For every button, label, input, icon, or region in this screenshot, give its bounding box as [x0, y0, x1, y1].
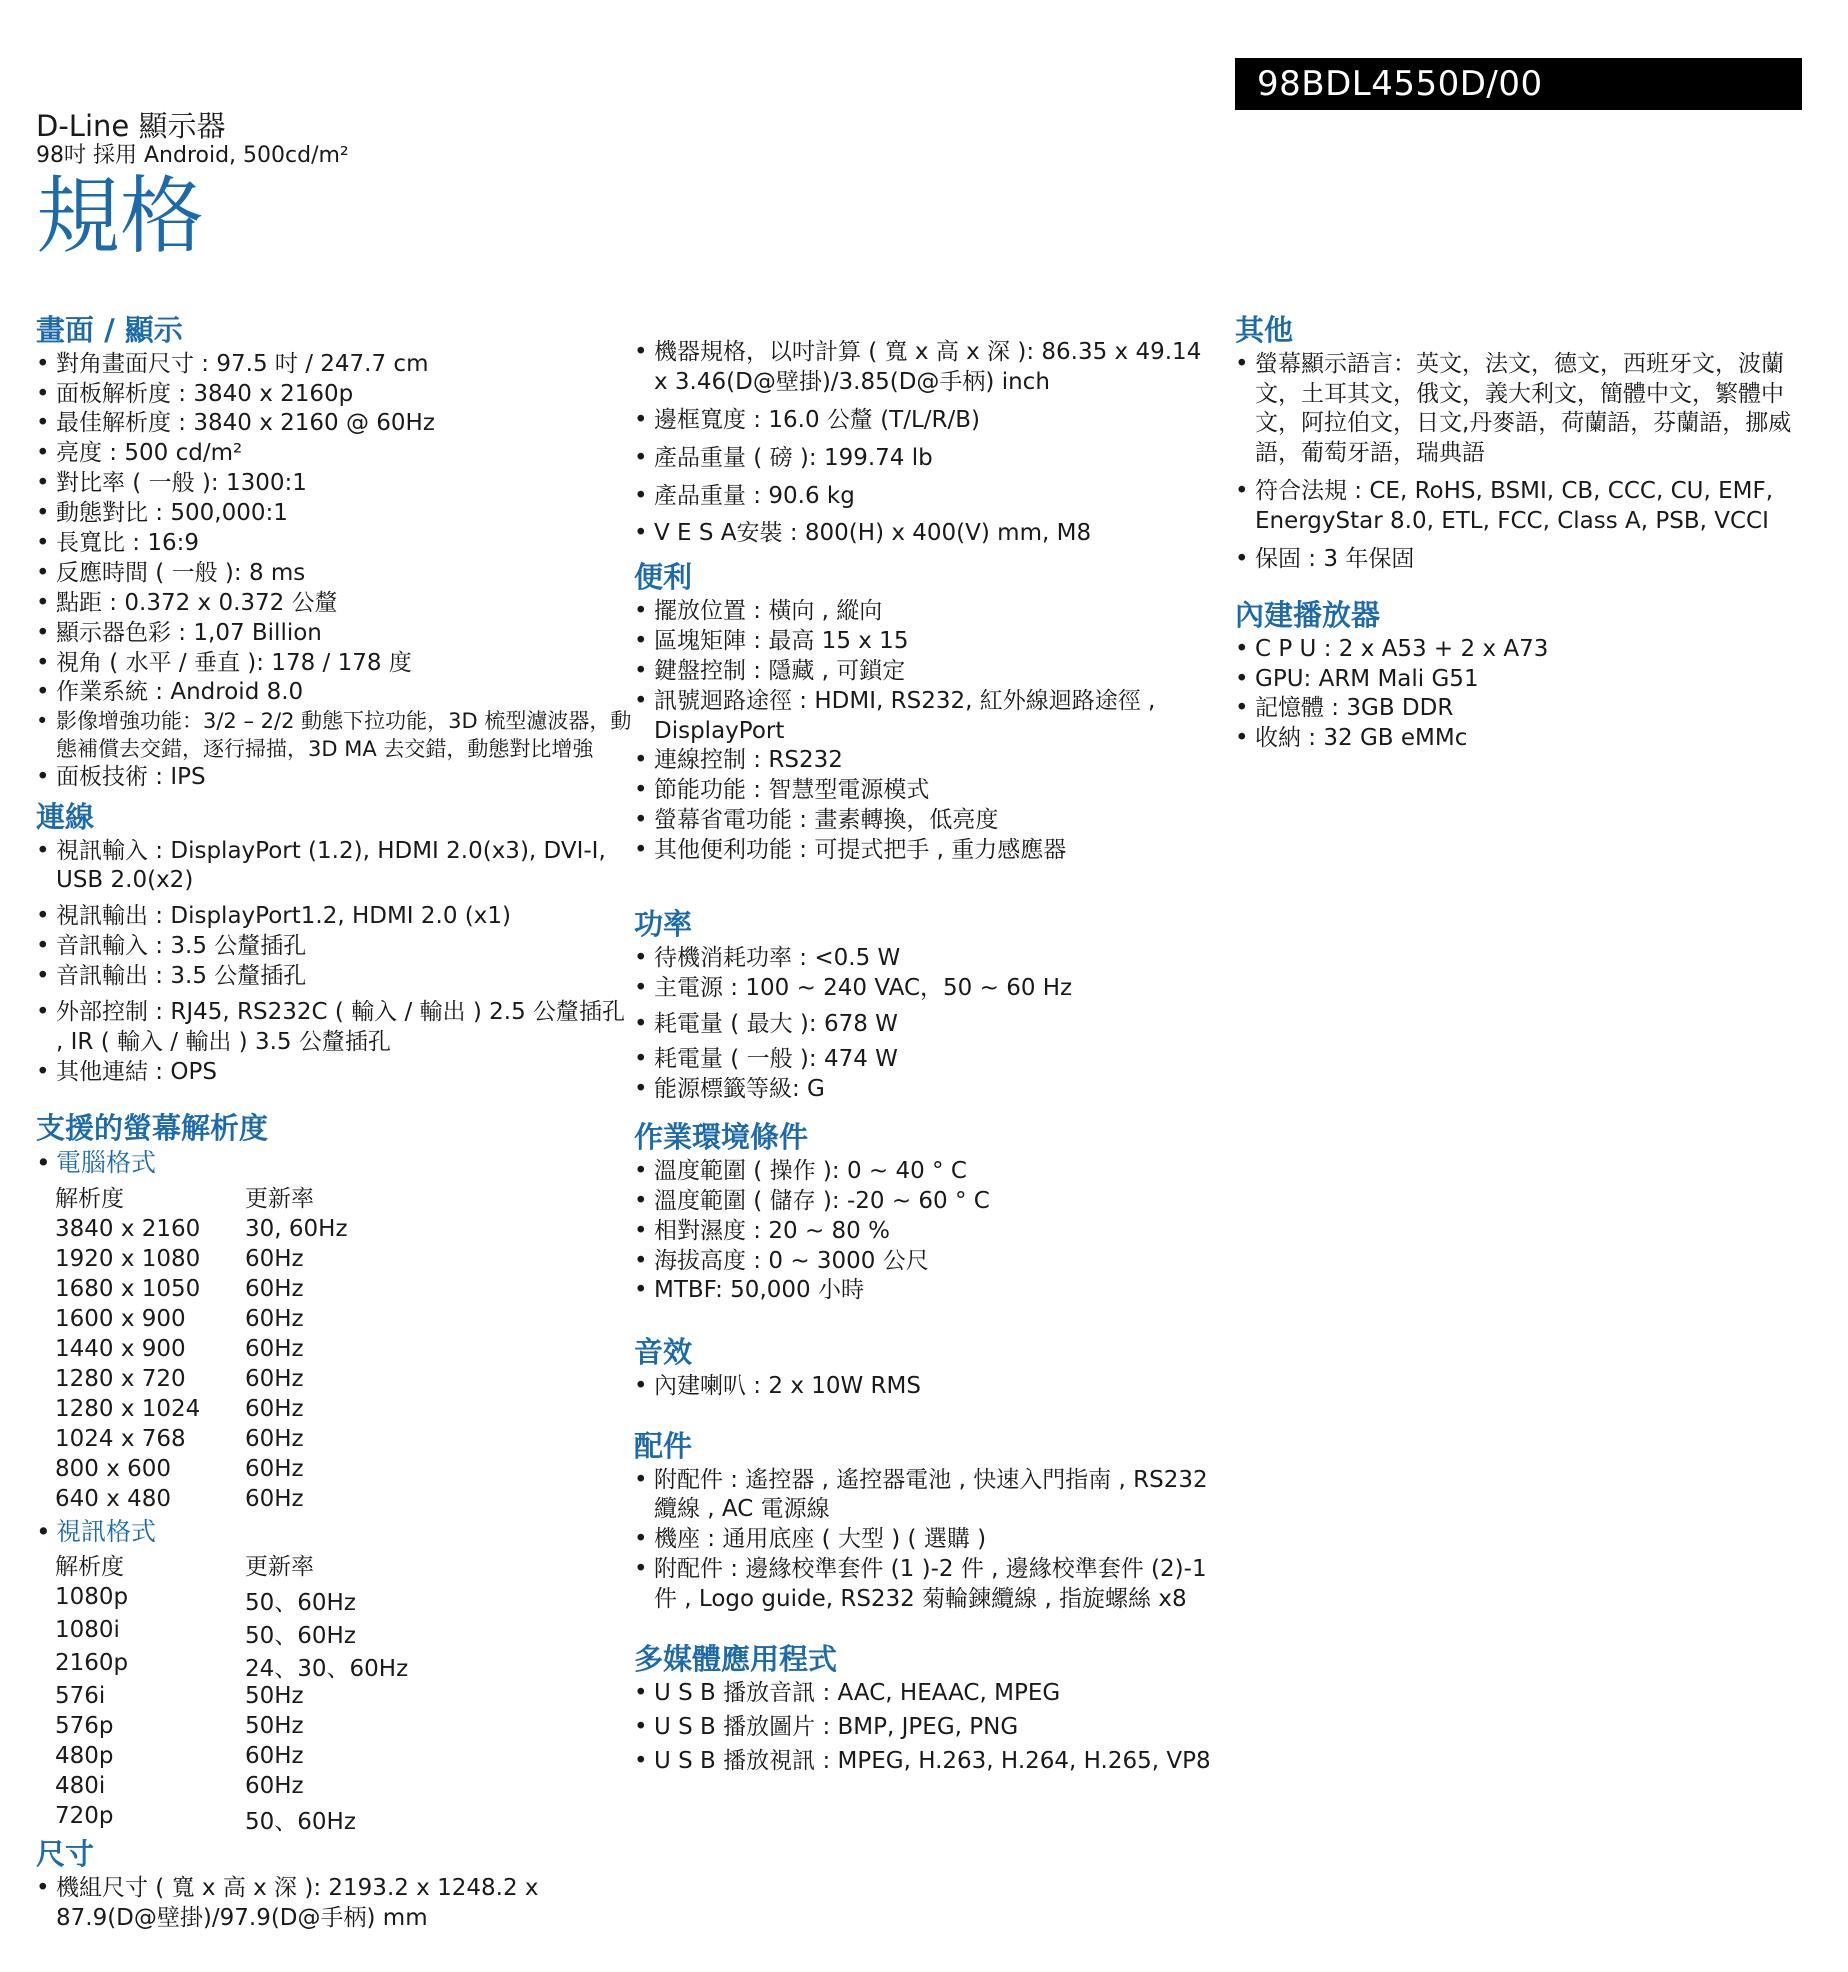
- refresh-cell: 50Hz: [245, 1683, 304, 1710]
- resolution-cell: 1440 x 900: [55, 1335, 186, 1362]
- misc-list: [1235, 350, 1802, 575]
- table-row: [55, 1306, 348, 1336]
- spec-item: • 作業系統 : Android 8.0: [36, 678, 636, 708]
- spec-item: • 待機消耗功率 : <0.5 W: [634, 944, 1214, 974]
- spec-item: • 內建喇叭 : 2 x 10W RMS: [634, 1372, 1214, 1402]
- spec-item: • 顯示器色彩 : 1,07 Billion: [36, 619, 636, 649]
- column-middle: [634, 338, 1214, 1776]
- resolution-cell: 720p: [55, 1803, 114, 1830]
- spec-item: • 對比率 ( 一般 ): 1300:1: [36, 469, 636, 499]
- refresh-cell: 60Hz: [245, 1275, 304, 1302]
- spec-item: • 節能功能 : 智慧型電源模式: [634, 776, 1214, 806]
- section-title-sound: 音效: [634, 1335, 693, 1370]
- table-row: [55, 1426, 348, 1456]
- refresh-cell: 50、60Hz: [245, 1590, 356, 1617]
- section-title-accessories: 配件: [634, 1428, 693, 1463]
- spec-item: • 點距 : 0.372 x 0.372 公釐: [36, 589, 636, 619]
- video-resolution-table: [55, 1548, 408, 1836]
- spec-item: • 符合法規 : CE, RoHS, BSMI, CB, CCC, CU, EMF, EnergyStar 8.0, ETL, FCC, Class A, PSB, VCCI: [1235, 477, 1802, 537]
- resolution-cell: 1024 x 768: [55, 1425, 186, 1452]
- spec-item: • 主電源 : 100 ~ 240 VAC，50 ~ 60 Hz: [634, 974, 1214, 1004]
- spec-item: • 能源標籤等級: G: [634, 1075, 1214, 1105]
- refresh-cell: 50、60Hz: [245, 1809, 356, 1836]
- product-line: D-Line 顯示器: [36, 109, 226, 143]
- refresh-cell: 30, 60Hz: [245, 1215, 348, 1242]
- section-title-convenience: 便利: [634, 560, 693, 595]
- column-left: [36, 312, 636, 1934]
- table-row: [55, 1396, 348, 1426]
- spec-item: • 收納 : 32 GB eMMc: [1235, 724, 1802, 754]
- spec-item: • 機座 : 通用底座 ( 大型 ) ( 選購 ): [634, 1525, 1214, 1555]
- column-header: 解析度: [55, 1554, 124, 1581]
- spec-item: • 面板解析度 : 3840 x 2160p: [36, 380, 636, 410]
- section-title-environment: 作業環境條件: [634, 1120, 809, 1155]
- table-row: [55, 1276, 348, 1306]
- table-row: [55, 1584, 408, 1617]
- resolution-cell: 1080i: [55, 1617, 120, 1644]
- spec-item: • 產品重量 ( 磅 ): 199.74 lb: [634, 444, 1214, 474]
- spec-item: • MTBF: 50,000 小時: [634, 1276, 1214, 1306]
- table-row: [55, 1456, 348, 1486]
- section-title-power: 功率: [634, 907, 693, 942]
- spec-item: • 附配件 : 遙控器 , 遙控器電池 , 快速入門指南 , RS232 纜線 , AC 電源線: [634, 1466, 1214, 1526]
- resolution-cell: 800 x 600: [55, 1455, 172, 1482]
- spec-item: • 其他連結 : OPS: [36, 1058, 636, 1088]
- power-list: [634, 944, 1214, 1105]
- spec-item: • 動態對比 : 500,000:1: [36, 499, 636, 529]
- refresh-cell: 50Hz: [245, 1713, 304, 1740]
- spec-item: • 溫度範圍 ( 儲存 ): -20 ~ 60 ° C: [634, 1187, 1214, 1217]
- table-row: [55, 1486, 348, 1516]
- resolution-cell: 1680 x 1050: [55, 1275, 201, 1302]
- resolution-cell: 3840 x 2160: [55, 1215, 201, 1242]
- section-title-multimedia: 多媒體應用程式: [634, 1642, 838, 1677]
- spec-item: • 亮度 : 500 cd/m²: [36, 439, 636, 469]
- section-title-misc: 其他: [1235, 313, 1294, 347]
- spec-item: • 螢幕顯示語言：英文，法文，德文，西班牙文，波蘭文，土耳其文，俄文，義大利文，簡體中文，繁體中文，阿拉伯文，日文,丹麥語，荷蘭語，芬蘭語，挪威語，葡萄牙語，瑞典語: [1235, 350, 1802, 470]
- resolution-cell: 480i: [55, 1773, 106, 1800]
- spec-item: • 海拔高度 : 0 ~ 3000 公尺: [634, 1247, 1214, 1277]
- section-title-screen: 畫面 / 顯示: [36, 313, 183, 347]
- spec-item: • 螢幕省電功能 : 畫素轉換，低亮度: [634, 806, 1214, 836]
- video-format-label: • 視訊格式: [36, 1516, 636, 1549]
- table-row: [55, 1773, 408, 1803]
- pc-resolution-table: [55, 1180, 348, 1516]
- refresh-cell: 60Hz: [245, 1455, 304, 1482]
- spec-item: • 最佳解析度 : 3840 x 2160 @ 60Hz: [36, 409, 636, 439]
- model-number-bar: 98BDL4550D/00: [1235, 58, 1802, 110]
- dimensions-continued-list: [634, 338, 1214, 549]
- resolution-cell: 1080p: [55, 1584, 129, 1611]
- table-row: [55, 1803, 408, 1836]
- player-list: [1235, 635, 1802, 755]
- spec-item: • 記憶體 : 3GB DDR: [1235, 694, 1802, 724]
- section-title-dimensions: 尺寸: [36, 1837, 95, 1872]
- dimensions-list: [36, 1874, 636, 1934]
- table-row: [55, 1617, 408, 1650]
- table-row: [55, 1713, 408, 1743]
- spec-item: • 外部控制 : RJ45, RS232C ( 輸入 / 輸出 ) 2.5 公釐插孔 , IR ( 輸入 / 輸出 ) 3.5 公釐插孔: [36, 998, 636, 1058]
- sound-list: [634, 1372, 1214, 1402]
- table-row: [55, 1366, 348, 1396]
- spec-item: • 耗電量 ( 最大 ): 678 W: [634, 1010, 1214, 1040]
- refresh-cell: 24、30、60Hz: [245, 1656, 409, 1683]
- spec-item: • 面板技術 : IPS: [36, 763, 636, 793]
- table-header-row: [55, 1180, 348, 1216]
- table-row: [55, 1743, 408, 1773]
- spec-item: • 保固 : 3 年保固: [1235, 545, 1802, 575]
- spec-item: • 視角 ( 水平 / 垂直 ): 178 / 178 度: [36, 649, 636, 679]
- spec-item: • C P U : 2 x A53 + 2 x A73: [1235, 635, 1802, 665]
- spec-item: • 擺放位置 : 橫向 , 縱向: [634, 597, 1214, 627]
- resolution-cell: 576i: [55, 1683, 106, 1710]
- table-row: [55, 1336, 348, 1366]
- resolution-cell: 1920 x 1080: [55, 1245, 201, 1272]
- spec-item: • 連線控制 : RS232: [634, 746, 1214, 776]
- refresh-cell: 50、60Hz: [245, 1623, 356, 1650]
- refresh-cell: 60Hz: [245, 1365, 304, 1392]
- resolution-cell: 576p: [55, 1713, 114, 1740]
- spec-item: • 機組尺寸 ( 寬 x 高 x 深 ): 2193.2 x 1248.2 x 87.9(D@壁掛)/97.9(D@手柄) mm: [36, 1874, 636, 1934]
- resolution-cell: 480p: [55, 1743, 114, 1770]
- spec-item: • 影像增強功能：3/2 – 2/2 動態下拉功能，3D 梳型濾波器，動態補償去交錯，逐行掃描，3D MA 去交錯，動態對比增強: [36, 708, 636, 763]
- screen-list: [36, 350, 636, 793]
- resolution-cell: 1280 x 1024: [55, 1395, 201, 1422]
- spec-item: • 視訊輸出 : DisplayPort1.2, HDMI 2.0 (x1): [36, 902, 636, 932]
- pc-format-label: • 電腦格式: [36, 1147, 636, 1180]
- column-right: [1235, 312, 1802, 754]
- refresh-cell: 60Hz: [245, 1425, 304, 1452]
- table-header-row: [55, 1548, 408, 1584]
- refresh-cell: 60Hz: [245, 1773, 304, 1800]
- section-title-player: 內建播放器: [1235, 597, 1381, 632]
- spec-item: • 產品重量 : 90.6 kg: [634, 482, 1214, 512]
- spec-item: • 溫度範圍 ( 操作 ): 0 ~ 40 ° C: [634, 1157, 1214, 1187]
- multimedia-list: [634, 1679, 1214, 1777]
- refresh-cell: 60Hz: [245, 1305, 304, 1332]
- spec-item: • V E S A安裝 : 800(H) x 400(V) mm, M8: [634, 519, 1214, 549]
- spec-item: • 反應時間 ( 一般 ): 8 ms: [36, 559, 636, 589]
- resolution-cell: 1600 x 900: [55, 1305, 186, 1332]
- spec-item: • 耗電量 ( 一般 ): 474 W: [634, 1045, 1214, 1075]
- connectivity-list: [36, 837, 636, 1088]
- spec-item: • U S B 播放圖片 : BMP, JPEG, PNG: [634, 1713, 1214, 1743]
- spec-item: • 相對濕度 : 20 ~ 80 %: [634, 1217, 1214, 1247]
- spec-item: • 長寬比 : 16:9: [36, 529, 636, 559]
- resolution-cell: 1280 x 720: [55, 1365, 186, 1392]
- spec-item: • 視訊輸入 : DisplayPort (1.2), HDMI 2.0(x3), DVI-I, USB 2.0(x2): [36, 837, 636, 897]
- environment-list: [634, 1157, 1214, 1306]
- resolution-cell: 2160p: [55, 1650, 129, 1677]
- table-row: [55, 1246, 348, 1276]
- convenience-list: [634, 597, 1214, 866]
- resolution-cell: 640 x 480: [55, 1485, 172, 1512]
- table-row: [55, 1216, 348, 1246]
- spec-item: • GPU: ARM Mali G51: [1235, 665, 1802, 695]
- column-header: 更新率: [245, 1554, 314, 1581]
- spec-item: • 區塊矩陣 : 最高 15 x 15: [634, 627, 1214, 657]
- spec-item: • 對角畫面尺寸 : 97.5 吋 / 247.7 cm: [36, 350, 636, 380]
- section-title-connectivity: 連線: [36, 799, 95, 834]
- section-title-resolutions: 支援的螢幕解析度: [36, 1110, 269, 1145]
- spec-item: • 附配件 : 邊緣校準套件 (1 )-2 件 , 邊緣校準套件 (2)-1 件 , Logo guide, RS232 菊輪鍊纜線 , 指旋螺絲 x8: [634, 1555, 1214, 1615]
- spec-item: • 音訊輸入 : 3.5 公釐插孔: [36, 932, 636, 962]
- refresh-cell: 60Hz: [245, 1485, 304, 1512]
- spec-item: • 訊號迴路途徑 : HDMI, RS232, 紅外線迴路途徑 , DisplayPort: [634, 687, 1214, 747]
- spec-item: • 鍵盤控制 : 隱藏 , 可鎖定: [634, 657, 1214, 687]
- column-header: 更新率: [245, 1185, 314, 1212]
- refresh-cell: 60Hz: [245, 1395, 304, 1422]
- column-header: 解析度: [55, 1185, 124, 1212]
- table-row: [55, 1683, 408, 1713]
- accessories-list: [634, 1466, 1214, 1615]
- product-subtitle: 98吋 採用 Android, 500cd/m²: [36, 143, 349, 168]
- spec-item: • 音訊輸出 : 3.5 公釐插孔: [36, 962, 636, 992]
- spec-item: • U S B 播放視訊 : MPEG, H.263, H.264, H.265, VP8: [634, 1747, 1214, 1777]
- spec-item: • 機器規格，以吋計算 ( 寬 x 高 x 深 ): 86.35 x 49.14 x 3.46(D@壁掛)/3.85(D@手柄) inch: [634, 338, 1214, 398]
- spec-item: • 其他便利功能 : 可提式把手 , 重力感應器: [634, 836, 1214, 866]
- refresh-cell: 60Hz: [245, 1335, 304, 1362]
- page-title: 規格: [36, 167, 205, 265]
- spec-item: • U S B 播放音訊 : AAC, HEAAC, MPEG: [634, 1679, 1214, 1709]
- spec-item: • 邊框寬度 : 16.0 公釐 (T/L/R/B): [634, 406, 1214, 436]
- refresh-cell: 60Hz: [245, 1743, 304, 1770]
- table-row: [55, 1650, 408, 1683]
- refresh-cell: 60Hz: [245, 1245, 304, 1272]
